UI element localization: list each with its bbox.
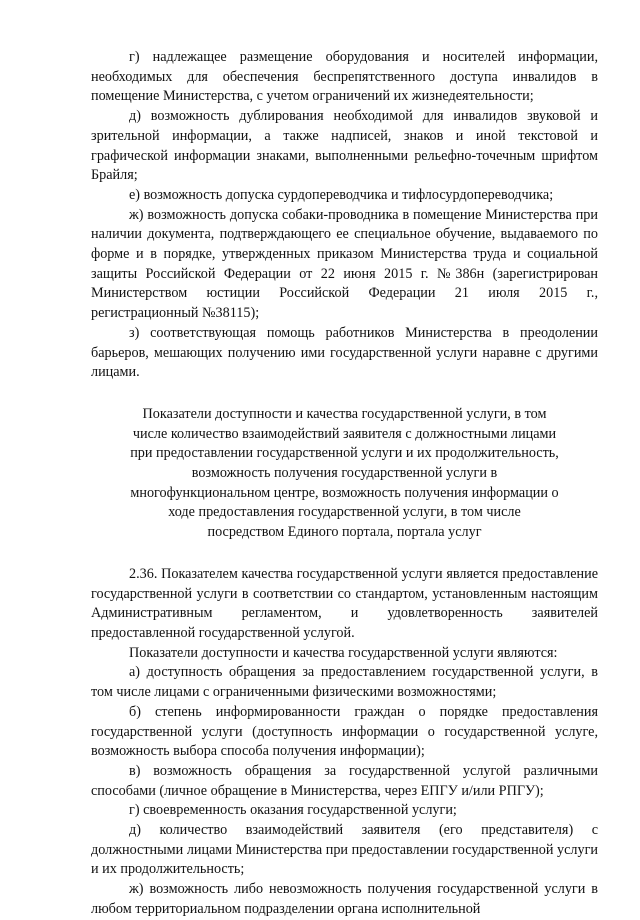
paragraph-e: е) возможность допуска сурдопереводчика и тифлосурдопереводчика; [129,186,554,203]
section-heading: Показатели доступности и качества государственной услуги, в том числе количество взаимодействий заявителя с должностными лицами при предоставлении государственной услуги и их продолжительность, возможность получения государственной услуги в многофункциональном центре, возможность получения информации о ходе предоставления государственной услуги, в том числе посредством Единого портала, портала услуг [130,405,559,541]
paragraph-d: д) возможность дублирования необходимой для инвалидов звуковой и зрительной информации, а также надписей, знаков и иной текстовой и графической информации знаками, выполненными рельефно-точечным шрифтом Брайля; [91,108,598,184]
paragraph-b: б) степень информированности граждан о порядке предоставления государственной услуги (доступность информации о государственной услуге, возможность выбора способа получения информации); [91,703,598,760]
paragraph-d2: д) количество взаимодействий заявителя (его представителя) с должностными лицами Министерства при предоставлении государственной услуги и их продолжительность; [91,822,598,878]
paragraph-g2: г) своевременность оказания государственной услуги; [129,802,457,819]
spacer [91,543,598,565]
paragraph-2-36: 2.36. Показателем качества государственной услуги является предоставление государственной услуги в соответствии со стандартом, установленным настоящим Административным регламентом, и удовлетворенность заявителей предоставленной государственной услугой. [91,565,598,641]
paragraph-z: з) соответствующая помощь работников Министерства в преодолении барьеров, мешающих получению ими государственной услуги наравне с другими лицами. [91,324,598,381]
paragraph-zh2: ж) возможность либо невозможность получения государственной услуги в любом территориальном подразделении органа исполнительной [91,881,598,917]
paragraph-v: в) возможность обращения за государственной услугой различными способами (личное обращение в Министерства, через ЕПГУ и/или РПГУ); [91,762,598,799]
paragraph-indicators-intro: Показатели доступности и качества государственной услуги являются: [129,644,558,661]
paragraph-a: а) доступность обращения за предоставлением государственной услуги, в том числе лицами с ограниченными физическими возможностями; [91,664,598,701]
paragraph-zh: ж) возможность допуска собаки-проводника в помещение Министерства при наличии документа, подтверждающего ее специальное обучение, выдаваемого по форме и в порядке, утвержденных приказом Министерства труда и социальной защиты Российской Федерации от 22 июня 2015 г. №386н (зарегистрирован Министерством юстиции Российской Федерации 21 июля 2015 г., регистрационный №38115); [91,206,598,322]
paragraph-g: г) надлежащее размещение оборудования и носителей информации, необходимых для обеспечения беспрепятственного доступа инвалидов в помещение Министерства, с учетом ограничений их жизнедеятельности; [91,49,598,105]
